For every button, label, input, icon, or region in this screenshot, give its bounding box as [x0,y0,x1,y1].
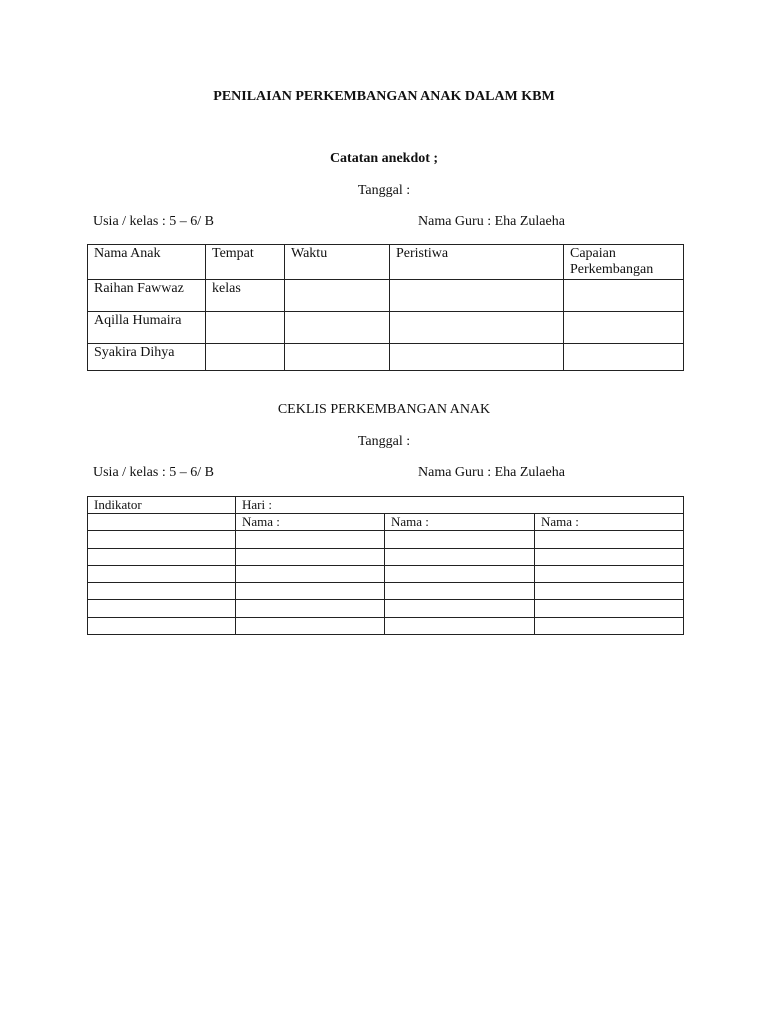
anecdote-age-class: Usia / kelas : 5 – 6/ B [93,214,214,229]
event-cell [390,312,564,344]
header-cell: Nama Anak [88,245,206,280]
place-cell [206,312,285,344]
table-row [88,531,684,549]
anecdote-header-row [88,245,684,280]
achievement-cell [564,312,684,344]
place-cell: kelas [206,280,285,312]
table-row [88,344,684,371]
anecdote-heading: Catatan anekdot ; [329,151,439,166]
empty-cell [385,583,535,600]
name-header: Nama : [236,514,385,531]
event-cell [390,344,564,371]
day-header: Hari : [236,497,684,514]
empty-cell [385,566,535,583]
anecdote-date-label: Tanggal : [357,183,411,198]
empty-cell [236,549,385,566]
table-row [88,600,684,618]
empty-cell [236,531,385,549]
place-cell [206,344,285,371]
empty-cell [535,531,684,549]
empty-cell [236,583,385,600]
table-row [88,583,684,600]
checklist-date-label: Tanggal : [357,434,411,449]
empty-cell [535,618,684,635]
empty-cell [88,583,236,600]
anecdote-teacher-name: Nama Guru : Eha Zulaeha [418,214,565,229]
table-row [88,280,684,312]
empty-cell [88,566,236,583]
empty-cell [535,600,684,618]
table-row [88,618,684,635]
indicator-header: Indikator [88,497,236,514]
empty-cell [236,566,385,583]
checklist-heading: CEKLIS PERKEMBANGAN ANAK [277,402,491,417]
empty-cell [535,566,684,583]
checklist-header-row [88,497,684,514]
checklist-name-row [88,514,684,531]
table-row [88,566,684,583]
child-name-cell: Aqilla Humaira [88,312,206,344]
empty-cell [385,531,535,549]
empty-cell [385,618,535,635]
time-cell [285,344,390,371]
page-title: PENILAIAN PERKEMBANGAN ANAK DALAM KBM [213,89,555,104]
achievement-cell [564,280,684,312]
checklist-table [87,496,684,635]
event-cell [390,280,564,312]
empty-cell [236,618,385,635]
child-name-cell: Raihan Fawwaz [88,280,206,312]
header-cell: Capaian Perkembangan [564,245,684,280]
name-header: Nama : [385,514,535,531]
empty-cell [535,583,684,600]
empty-cell [385,549,535,566]
child-name-cell: Syakira Dihya [88,344,206,371]
anecdote-table [87,244,684,371]
empty-cell [88,531,236,549]
empty-cell [88,600,236,618]
empty-cell [385,600,535,618]
time-cell [285,312,390,344]
name-header: Nama : [535,514,684,531]
table-row [88,549,684,566]
header-cell: Peristiwa [390,245,564,280]
time-cell [285,280,390,312]
header-cell: Waktu [285,245,390,280]
empty-cell [88,618,236,635]
header-cell: Tempat [206,245,285,280]
table-row [88,312,684,344]
achievement-cell [564,344,684,371]
empty-cell [88,549,236,566]
checklist-teacher-name: Nama Guru : Eha Zulaeha [418,465,565,480]
empty-cell [88,514,236,531]
empty-cell [535,549,684,566]
checklist-age-class: Usia / kelas : 5 – 6/ B [93,465,214,480]
empty-cell [236,600,385,618]
